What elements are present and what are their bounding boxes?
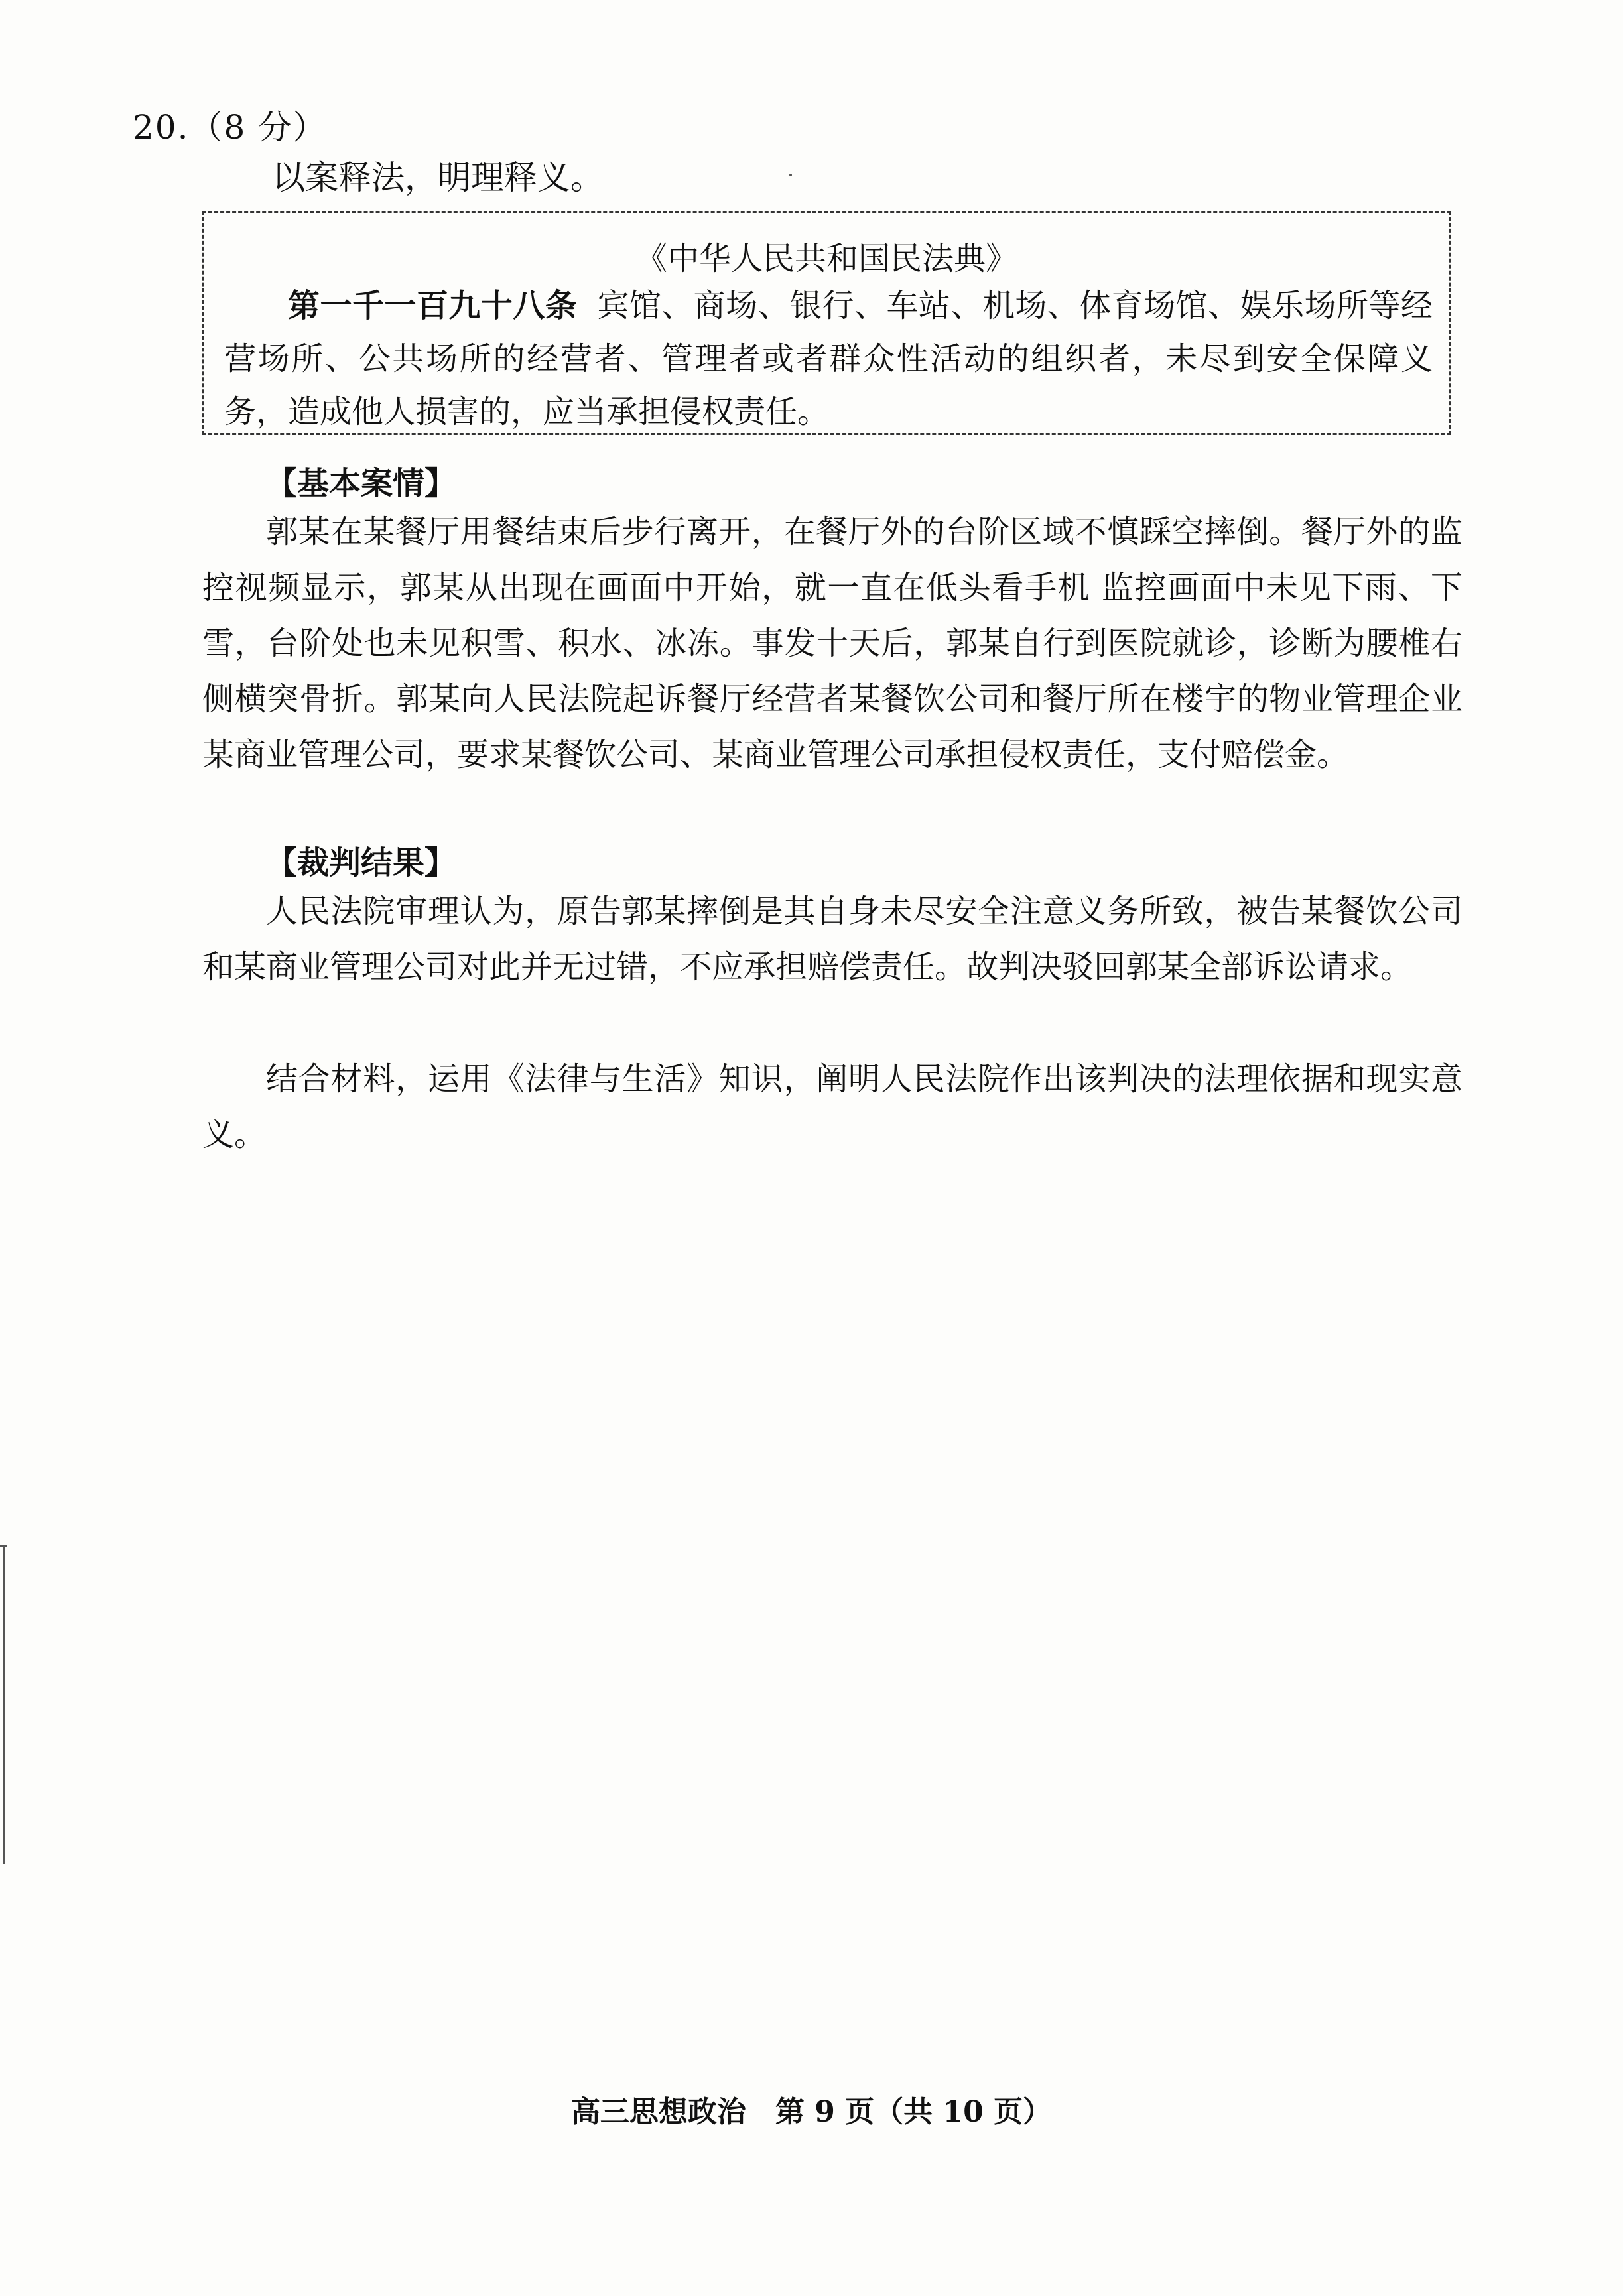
binding-line [3, 1545, 5, 1864]
article-number: 第一千一百九十八条 [288, 287, 578, 324]
question-points: （8 分） [189, 108, 328, 147]
law-excerpt-box [202, 211, 1451, 435]
law-article [224, 279, 1433, 438]
question-intro: 以案释法，明理释义。 [272, 159, 604, 197]
case-facts-heading: 【基本案情】 [265, 465, 457, 502]
task-prompt: 结合材料，运用《法律与生活》知识，阐明人民法院作出该判决的法理依据和现实意义。 [202, 1060, 1462, 1153]
law-title: 《中华人民共和国民法典》 [635, 240, 1017, 277]
question-header [133, 101, 327, 149]
question-number: 20. [133, 108, 190, 147]
scan-speck [789, 174, 792, 176]
case-facts-text: 郭某在某餐厅用餐结束后步行离开，在餐厅外的台阶区域不慎踩空摔倒。餐厅外的监控视频显示，郭某从出现在画面中开始，就一直在低头看手机 监控画面中未见下雨、下雪，台阶处也未见积雪、积水、冰冻。事发十天后，郭某自行到医院就诊，诊断为腰椎右侧横突骨折。郭某向人民法院起诉餐厅经营者某餐饮公司和餐厅所在楼宇的物业管理企业某商业管理公司，要求某餐饮公司、某商业管理公司承担侵权责任，支付赔偿金。 [202, 513, 1462, 773]
article-text: 宾馆、商场、银行、车站、机场、体育场馆、娱乐场所等经营场所、公共场所的经营者、管理者或者群众性活动的组织者，未尽到安全保障义务，造成他人损害的，应当承担侵权责任。 [224, 287, 1433, 430]
judgment-text: 人民法院审理认为，原告郭某摔倒是其自身未尽安全注意义务所致，被告某餐饮公司和某商业管理公司对此并无过错，不应承担赔偿责任。故判决驳回郭某全部诉讼请求。 [202, 893, 1462, 986]
judgment-heading: 【裁判结果】 [265, 844, 457, 881]
page-footer: 高三思想政治 第 9 页（共 10 页） [570, 2095, 1053, 2129]
